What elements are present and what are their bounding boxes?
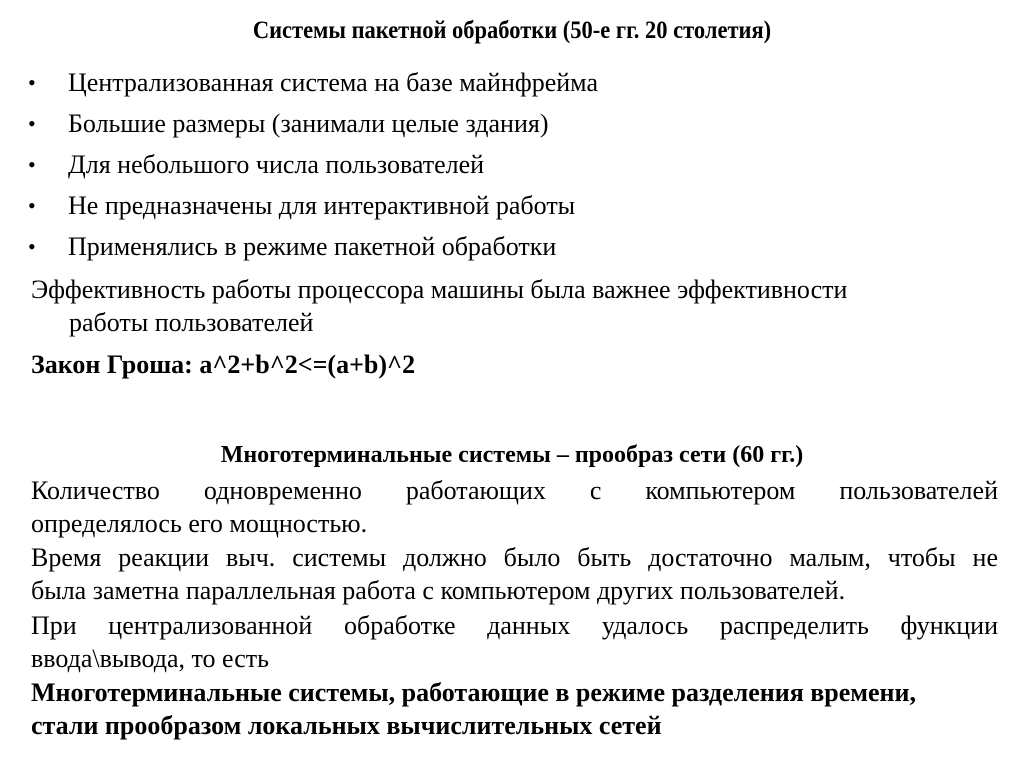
bullet-text: Большие размеры (занимали целые здания) — [68, 109, 549, 138]
bullet-item — [28, 107, 988, 148]
bullet-item — [28, 189, 988, 230]
paragraph-io — [31, 609, 998, 675]
conclusion — [31, 676, 998, 742]
bullet-item — [28, 66, 988, 107]
paragraph-response-line-2: была заметна параллельная работа с компьютером других пользователей. — [31, 576, 846, 605]
paragraph-response-line-1: Время реакции выч. системы должно было быть достаточно малым, чтобы не — [31, 543, 998, 572]
bullet-text: Применялись в режиме пакетной обработки — [68, 232, 557, 261]
bullet-icon: • — [28, 111, 36, 136]
conclusion-line-1: Многотерминальные системы, работающие в режиме разделения времени, — [31, 678, 917, 707]
bullet-icon: • — [28, 70, 36, 95]
bullet-list — [28, 66, 988, 271]
paragraph-users — [31, 474, 998, 540]
bullet-icon: • — [28, 234, 36, 259]
bullet-text: Для небольшого числа пользователей — [68, 150, 485, 179]
paragraph-users-line-1: Количество одновременно работающих с компьютером пользователей — [31, 476, 998, 505]
paragraph-response-time — [31, 541, 998, 607]
section-title: Многотерминальные системы – прообраз сети (60 гг.) — [220, 442, 804, 468]
efficiency-line-2: работы пользователей — [69, 308, 314, 337]
conclusion-line-2: стали прообразом локальных вычислительных сетей — [31, 711, 662, 740]
bullet-text: Централизованная система на базе майнфрейма — [68, 68, 598, 97]
paragraph-io-line-1: При централизованной обработке данных удалось распределить функции — [31, 611, 998, 640]
bullet-item — [28, 230, 988, 271]
bullet-icon: • — [28, 152, 36, 177]
bullet-text: Не предназначены для интерактивной работы — [68, 191, 576, 220]
bullet-item — [28, 148, 988, 189]
grosch-law: Закон Гроша: a^2+b^2<=(a+b)^2 — [31, 350, 416, 379]
paragraph-users-line-2: определялось его мощностью. — [31, 509, 368, 538]
efficiency-line-1: Эффективность работы процессора машины была важнее эффективности — [31, 275, 848, 304]
bullet-icon: • — [28, 193, 36, 218]
slide-title: Системы пакетной обработки (50-е гг. 20 столетия) — [252, 17, 772, 44]
paragraph-io-line-2: ввода\вывода, то есть — [31, 644, 269, 673]
